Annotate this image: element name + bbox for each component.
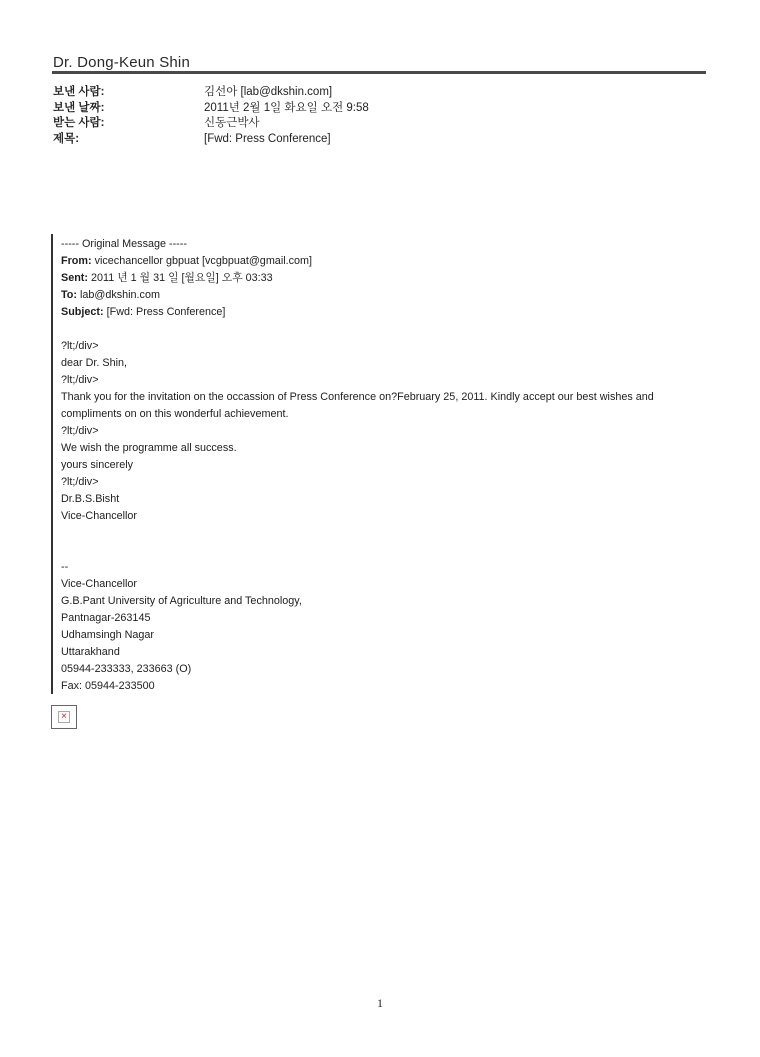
email-meta (53, 85, 369, 147)
meta-row-date (53, 101, 369, 117)
meta-value-subject: [Fwd: Press Conference] (204, 132, 331, 145)
signature-line: G.B.Pant University of Agriculture and Technology, (61, 595, 302, 607)
meta-row-subject (53, 132, 369, 148)
original-sent (61, 270, 701, 287)
original-to-label: To: (61, 289, 77, 301)
signature-dashes: -- (61, 561, 69, 573)
original-sent-label: Sent: (61, 272, 88, 284)
meta-row-to (53, 116, 369, 132)
message-closing: yours sincerely (61, 459, 134, 471)
spacer (61, 321, 701, 338)
original-subject (61, 304, 701, 321)
original-sent-value: 2011 년 1 월 31 일 [월요일] 오후 03:33 (88, 272, 273, 284)
original-subject-label: Subject: (61, 306, 104, 318)
quote-bar (51, 234, 53, 694)
message-div-4: ?lt;/div> (61, 476, 99, 488)
signature-line: Udhamsingh Nagar (61, 629, 155, 641)
original-from-value: vicechancellor gbpuat [vcgbpuat@gmail.com] (91, 255, 313, 267)
original-from-label: From: (61, 255, 92, 267)
meta-value-from: 김선아 [lab@dkshin.com] (204, 86, 333, 98)
broken-image-x-icon: × (58, 711, 70, 723)
message-paragraph: Thank you for the invitation on the occassion of Press Conference on?February 25, 2011. Kindly accept our best wishes and compliments on on this wonderful achievement. (61, 391, 654, 420)
message-greeting: dear Dr. Shin, (61, 357, 128, 369)
meta-value-to: 신동근박사 (204, 117, 260, 129)
meta-label-subject: 제목: (53, 132, 80, 145)
original-from (61, 253, 701, 270)
meta-row-from (53, 85, 369, 101)
signature-line: Fax: 05944-233500 (61, 680, 155, 692)
message-div-2: ?lt;/div> (61, 374, 99, 386)
original-to (61, 287, 701, 304)
quoted-message (61, 236, 701, 695)
signature-line: Pantnagar-263145 (61, 612, 151, 624)
message-signer-title: Vice-Chancellor (61, 510, 138, 522)
original-message-separator: ----- Original Message ----- (61, 238, 187, 250)
signature-line: 05944-233333, 233663 (O) (61, 663, 192, 675)
signature-line: Vice-Chancellor (61, 578, 138, 590)
meta-label-date: 보낸 날짜: (53, 101, 105, 114)
message-div-3: ?lt;/div> (61, 425, 99, 437)
header-rule (52, 71, 706, 74)
page-number: 1 (377, 996, 383, 1010)
original-subject-value: [Fwd: Press Conference] (103, 306, 226, 318)
signature-line: Uttarakhand (61, 646, 120, 658)
spacer (61, 525, 701, 559)
broken-image-icon (51, 705, 77, 729)
meta-value-date: 2011년 2월 1일 화요일 오전 9:58 (204, 101, 369, 114)
original-to-value: lab@dkshin.com (76, 289, 160, 301)
meta-label-to: 받는 사람: (53, 117, 105, 129)
header-name: Dr. Dong-Keun Shin (53, 54, 191, 71)
message-wish: We wish the programme all success. (61, 442, 237, 454)
meta-label-from: 보낸 사람: (53, 86, 105, 98)
message-signer-name: Dr.B.S.Bisht (61, 493, 120, 505)
message-div-1: ?lt;/div> (61, 340, 99, 352)
